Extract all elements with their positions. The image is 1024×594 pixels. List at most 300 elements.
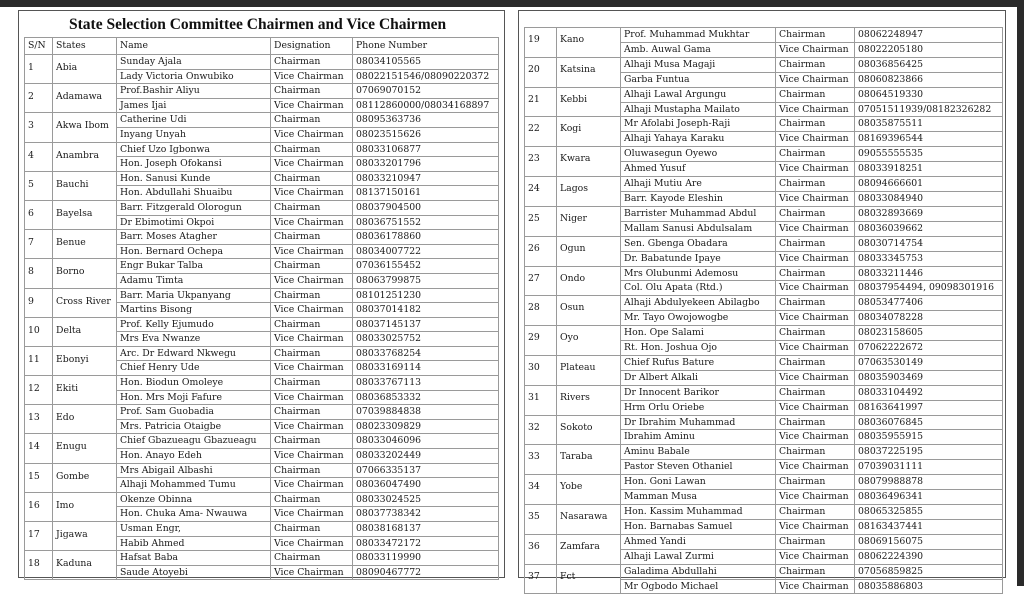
table-row (525, 326, 1003, 341)
cell-designation: Chairman (776, 177, 855, 192)
cell-state: Ondo (557, 266, 621, 296)
cell-phone: 08033025752 (353, 332, 499, 347)
header-states: States (53, 38, 117, 55)
cell-phone: 08036853332 (353, 390, 499, 405)
cell-designation: Chairman (776, 117, 855, 132)
cell-state: Ogun (557, 236, 621, 266)
cell-name: Alhaji Musa Magaji (621, 57, 776, 72)
cell-designation: Vice Chairman (271, 127, 353, 142)
cell-phone: 08035903469 (855, 370, 1003, 385)
table-row (25, 113, 499, 128)
cell-name: Alhaji Lawal Zurmi (621, 549, 776, 564)
cell-phone: 08033345753 (855, 251, 1003, 266)
cell-name: Lady Victoria Onwubiko (117, 69, 271, 84)
cell-state: Imo (53, 492, 117, 521)
cell-designation: Chairman (776, 57, 855, 72)
cell-name: Mrs. Patricia Otaigbe (117, 419, 271, 434)
cell-state: Nasarawa (557, 505, 621, 535)
cell-sn: 35 (525, 505, 557, 535)
cell-designation: Chairman (776, 355, 855, 370)
cell-sn: 23 (525, 147, 557, 177)
cell-state: Kano (557, 28, 621, 58)
cell-sn: 4 (25, 142, 53, 171)
cell-state: Jigawa (53, 522, 117, 551)
cell-name: Ahmed Yandi (621, 534, 776, 549)
cell-designation: Vice Chairman (271, 332, 353, 347)
cell-state: Enugu (53, 434, 117, 463)
table-row (525, 475, 1003, 490)
cell-sn: 26 (525, 236, 557, 266)
cell-phone: 08079988878 (855, 475, 1003, 490)
table-row (525, 385, 1003, 400)
table-row (525, 57, 1003, 72)
cell-designation: Chairman (776, 296, 855, 311)
cell-name: Dr. Babatunde Ipaye (621, 251, 776, 266)
cell-name: Chief Rufus Bature (621, 355, 776, 370)
cell-sn: 9 (25, 288, 53, 317)
right-table (524, 27, 1003, 594)
cell-sn: 34 (525, 475, 557, 505)
cell-designation: Chairman (776, 236, 855, 251)
cell-name: Dr Ebimotimi Okpoi (117, 215, 271, 230)
cell-designation: Chairman (271, 346, 353, 361)
cell-phone: 08169396544 (855, 132, 1003, 147)
cell-name: Sen. Gbenga Obadara (621, 236, 776, 251)
cell-phone: 08033472172 (353, 536, 499, 551)
cell-state: Yobe (557, 475, 621, 505)
cell-name: Hafsat Baba (117, 551, 271, 566)
cell-sn: 28 (525, 296, 557, 326)
cell-sn: 7 (25, 230, 53, 259)
cell-name: Dr Albert Alkali (621, 370, 776, 385)
cell-phone: 08036047490 (353, 478, 499, 493)
cell-designation: Chairman (776, 385, 855, 400)
left-panel (18, 10, 505, 578)
cell-phone: 07062222672 (855, 341, 1003, 356)
cell-state: Adamawa (53, 84, 117, 113)
cell-phone: 08036178860 (353, 230, 499, 245)
cell-phone: 08033201796 (353, 157, 499, 172)
table-row (525, 355, 1003, 370)
cell-name: Mr Afolabi Joseph-Raji (621, 117, 776, 132)
cell-name: Sunday Ajala (117, 55, 271, 70)
cell-state: Taraba (557, 445, 621, 475)
cell-state: Edo (53, 405, 117, 434)
cell-name: Galadima Abdullahi (621, 564, 776, 579)
cell-designation: Chairman (776, 534, 855, 549)
cell-phone: 07069070152 (353, 84, 499, 99)
cell-phone: 08062224390 (855, 549, 1003, 564)
cell-name: Dr Innocent Barikor (621, 385, 776, 400)
cell-phone: 08033119990 (353, 551, 499, 566)
cell-state: Kwara (557, 147, 621, 177)
cell-phone: 08033210947 (353, 171, 499, 186)
cell-phone: 08037954494, 09098301916 (855, 281, 1003, 296)
cell-designation: Vice Chairman (271, 565, 353, 580)
cell-phone: 08033202449 (353, 449, 499, 464)
cell-state: Kebbi (557, 87, 621, 117)
cell-name: Mr. Tayo Owojowogbe (621, 311, 776, 326)
cell-name: Catherine Udi (117, 113, 271, 128)
cell-name: Mr Ogbodo Michael (621, 579, 776, 594)
cell-sn: 32 (525, 415, 557, 445)
cell-phone: 08034078228 (855, 311, 1003, 326)
cell-phone: 08163641997 (855, 400, 1003, 415)
cell-phone: 08035955915 (855, 430, 1003, 445)
cell-designation: Chairman (776, 28, 855, 43)
cell-designation: Vice Chairman (271, 157, 353, 172)
cell-sn: 16 (25, 492, 53, 521)
cell-phone: 08033106877 (353, 142, 499, 157)
table-row (525, 505, 1003, 520)
cell-name: Martins Bisong (117, 303, 271, 318)
cell-name: Hon. Joseph Ofokansi (117, 157, 271, 172)
cell-phone: 07039884838 (353, 405, 499, 420)
cell-name: Hon. Kassim Muhammad (621, 505, 776, 520)
cell-phone: 08037225195 (855, 445, 1003, 460)
cell-sn: 36 (525, 534, 557, 564)
cell-designation: Vice Chairman (776, 191, 855, 206)
cell-phone: 08037014182 (353, 303, 499, 318)
cell-designation: Vice Chairman (271, 98, 353, 113)
cell-sn: 18 (25, 551, 53, 580)
cell-sn: 6 (25, 200, 53, 229)
cell-phone: 07056859825 (855, 564, 1003, 579)
cell-name: Prof. Sam Guobadia (117, 405, 271, 420)
cell-designation: Vice Chairman (776, 251, 855, 266)
cell-designation: Chairman (271, 376, 353, 391)
cell-designation: Vice Chairman (776, 341, 855, 356)
cell-state: Bauchi (53, 171, 117, 200)
cell-designation: Chairman (271, 259, 353, 274)
cell-state: Kaduna (53, 551, 117, 580)
cell-designation: Vice Chairman (776, 430, 855, 445)
cell-name: James Ijai (117, 98, 271, 113)
cell-name: Mallam Sanusi Abdulsalam (621, 221, 776, 236)
cell-sn: 10 (25, 317, 53, 346)
cell-designation: Chairman (271, 522, 353, 537)
right-border (1017, 0, 1024, 586)
cell-designation: Chairman (271, 230, 353, 245)
left-table (24, 37, 499, 580)
table-row (25, 288, 499, 303)
cell-designation: Vice Chairman (271, 536, 353, 551)
cell-phone: 08035875511 (855, 117, 1003, 132)
table-row (525, 266, 1003, 281)
table-row (25, 376, 499, 391)
header-name: Name (117, 38, 271, 55)
table-row (25, 230, 499, 245)
cell-name: Adamu Timta (117, 273, 271, 288)
cell-name: Mamman Musa (621, 490, 776, 505)
cell-designation: Vice Chairman (271, 361, 353, 376)
cell-phone: 07036155452 (353, 259, 499, 274)
cell-phone: 08034105565 (353, 55, 499, 70)
cell-sn: 22 (525, 117, 557, 147)
cell-sn: 17 (25, 522, 53, 551)
cell-phone: 07063530149 (855, 355, 1003, 370)
cell-phone: 07066335137 (353, 463, 499, 478)
cell-designation: Vice Chairman (776, 221, 855, 236)
cell-designation: Chairman (776, 326, 855, 341)
table-row (25, 171, 499, 186)
table-row (25, 84, 499, 99)
cell-sn: 11 (25, 346, 53, 375)
cell-name: Barrister Muhammad Abdul (621, 206, 776, 221)
cell-phone: 07051511939/08182326282 (855, 102, 1003, 117)
cell-name: Hon. Chuka Ama- Nwauwa (117, 507, 271, 522)
cell-name: Alhaji Mohammed Tumu (117, 478, 271, 493)
cell-phone: 08037145137 (353, 317, 499, 332)
header-sn: S/N (25, 38, 53, 55)
cell-designation: Chairman (776, 475, 855, 490)
table-row (25, 200, 499, 215)
cell-name: Oluwasegun Oyewo (621, 147, 776, 162)
cell-designation: Vice Chairman (271, 215, 353, 230)
cell-sn: 2 (25, 84, 53, 113)
cell-name: Hon. Goni Lawan (621, 475, 776, 490)
cell-state: Lagos (557, 177, 621, 207)
cell-phone: 08033768254 (353, 346, 499, 361)
cell-designation: Vice Chairman (776, 281, 855, 296)
cell-state: Osun (557, 296, 621, 326)
table-row (525, 177, 1003, 192)
cell-designation: Chairman (271, 142, 353, 157)
cell-phone: 08036076845 (855, 415, 1003, 430)
cell-designation: Vice Chairman (776, 460, 855, 475)
cell-name: Usman Engr, (117, 522, 271, 537)
cell-sn: 14 (25, 434, 53, 463)
cell-phone: 08035886803 (855, 579, 1003, 594)
cell-designation: Chairman (271, 405, 353, 420)
cell-phone: 08094666601 (855, 177, 1003, 192)
cell-sn: 24 (525, 177, 557, 207)
cell-designation: Vice Chairman (271, 449, 353, 464)
cell-designation: Chairman (776, 147, 855, 162)
cell-sn: 15 (25, 463, 53, 492)
cell-name: Chief Henry Ude (117, 361, 271, 376)
cell-sn: 29 (525, 326, 557, 356)
table-row (525, 236, 1003, 251)
cell-sn: 30 (525, 355, 557, 385)
cell-name: Arc. Dr Edward Nkwegu (117, 346, 271, 361)
table-row (25, 463, 499, 478)
cell-name: Ahmed Yusuf (621, 162, 776, 177)
cell-phone: 08036856425 (855, 57, 1003, 72)
cell-name: Dr Ibrahim Muhammad (621, 415, 776, 430)
cell-sn: 5 (25, 171, 53, 200)
table-row (525, 445, 1003, 460)
right-table-body (525, 28, 1003, 594)
cell-sn: 27 (525, 266, 557, 296)
cell-phone: 08023158605 (855, 326, 1003, 341)
cell-designation: Chairman (271, 171, 353, 186)
cell-name: Alhaji Abdulyekeen Abilagbo (621, 296, 776, 311)
cell-designation: Chairman (776, 415, 855, 430)
cell-designation: Chairman (271, 463, 353, 478)
table-row (25, 346, 499, 361)
cell-name: Barr. Moses Atagher (117, 230, 271, 245)
cell-sn: 33 (525, 445, 557, 475)
cell-sn: 13 (25, 405, 53, 434)
cell-state: Bayelsa (53, 200, 117, 229)
cell-designation: Vice Chairman (776, 132, 855, 147)
cell-name: Chief Uzo Igbonwa (117, 142, 271, 157)
cell-designation: Vice Chairman (271, 507, 353, 522)
cell-designation: Vice Chairman (776, 400, 855, 415)
cell-phone: 08037904500 (353, 200, 499, 215)
cell-phone: 08090467772 (353, 565, 499, 580)
cell-name: Prof. Kelly Ejumudo (117, 317, 271, 332)
cell-name: Prof. Muhammad Mukhtar (621, 28, 776, 43)
cell-sn: 12 (25, 376, 53, 405)
cell-phone: 08060823866 (855, 72, 1003, 87)
table-row (525, 117, 1003, 132)
cell-phone: 08036496341 (855, 490, 1003, 505)
cell-name: Hon. Anayo Edeh (117, 449, 271, 464)
cell-designation: Vice Chairman (776, 549, 855, 564)
table-row (25, 434, 499, 449)
cell-phone: 08033918251 (855, 162, 1003, 177)
cell-designation: Chairman (776, 564, 855, 579)
cell-phone: 08101251230 (353, 288, 499, 303)
cell-phone: 09055555535 (855, 147, 1003, 162)
cell-designation: Vice Chairman (776, 490, 855, 505)
cell-designation: Vice Chairman (271, 478, 353, 493)
cell-phone: 08033211446 (855, 266, 1003, 281)
cell-phone: 07039031111 (855, 460, 1003, 475)
cell-state: Zamfara (557, 534, 621, 564)
cell-phone: 08033767113 (353, 376, 499, 391)
table-row (525, 534, 1003, 549)
cell-name: Alhaji Lawal Argungu (621, 87, 776, 102)
cell-name: Ibrahim Aminu (621, 430, 776, 445)
cell-designation: Vice Chairman (271, 273, 353, 288)
header-designation: Designation (271, 38, 353, 55)
table-row (25, 405, 499, 420)
cell-phone: 08062248947 (855, 28, 1003, 43)
cell-name: Pastor Steven Othaniel (621, 460, 776, 475)
cell-phone: 08038168137 (353, 522, 499, 537)
cell-name: Hon. Ope Salami (621, 326, 776, 341)
page-title: State Selection Committee Chairmen and Vice Chairmen (69, 16, 447, 33)
cell-name: Hon. Sanusi Kunde (117, 171, 271, 186)
cell-designation: Vice Chairman (776, 72, 855, 87)
cell-phone: 08069156075 (855, 534, 1003, 549)
table-row (525, 564, 1003, 579)
cell-phone: 08032893669 (855, 206, 1003, 221)
cell-name: Hon. Biodun Omoleye (117, 376, 271, 391)
table-row (25, 55, 499, 70)
cell-name: Garba Funtua (621, 72, 776, 87)
cell-phone: 08030714754 (855, 236, 1003, 251)
cell-name: Hon. Abdullahi Shuaibu (117, 186, 271, 201)
cell-state: Niger (557, 206, 621, 236)
cell-designation: Vice Chairman (271, 186, 353, 201)
cell-phone: 08033169114 (353, 361, 499, 376)
cell-name: Alhaji Mustapha Mailato (621, 102, 776, 117)
cell-state: Benue (53, 230, 117, 259)
cell-sn: 37 (525, 564, 557, 594)
cell-designation: Chairman (776, 445, 855, 460)
cell-state: Gombe (53, 463, 117, 492)
cell-name: Rt. Hon. Joshua Ojo (621, 341, 776, 356)
cell-phone: 08034007722 (353, 244, 499, 259)
cell-name: Barr. Kayode Eleshin (621, 191, 776, 206)
cell-designation: Chairman (776, 505, 855, 520)
cell-name: Mrs Abigail Albashi (117, 463, 271, 478)
cell-name: Mrs Olubunmi Ademosu (621, 266, 776, 281)
table-row (25, 522, 499, 537)
cell-phone: 08036039662 (855, 221, 1003, 236)
cell-sn: 25 (525, 206, 557, 236)
cell-designation: Vice Chairman (776, 102, 855, 117)
table-row (525, 296, 1003, 311)
cell-designation: Chairman (271, 55, 353, 70)
cell-phone: 08095363736 (353, 113, 499, 128)
cell-state: Plateau (557, 355, 621, 385)
cell-designation: Chairman (271, 551, 353, 566)
cell-phone: 08033104492 (855, 385, 1003, 400)
cell-designation: Chairman (271, 434, 353, 449)
cell-state: Anambra (53, 142, 117, 171)
table-row (25, 492, 499, 507)
cell-phone: 08033024525 (353, 492, 499, 507)
cell-name: Engr Bukar Talba (117, 259, 271, 274)
cell-phone: 08033046096 (353, 434, 499, 449)
cell-state: Sokoto (557, 415, 621, 445)
cell-phone: 08023309829 (353, 419, 499, 434)
cell-phone: 08112860000/08034168897 (353, 98, 499, 113)
cell-designation: Vice Chairman (776, 370, 855, 385)
cell-name: Hrm Orlu Oriebe (621, 400, 776, 415)
left-table-body (25, 55, 499, 580)
cell-sn: 1 (25, 55, 53, 84)
cell-state: Ebonyi (53, 346, 117, 375)
cell-phone: 08063799875 (353, 273, 499, 288)
cell-state: Akwa Ibom (53, 113, 117, 142)
cell-state: Delta (53, 317, 117, 346)
cell-state: Abia (53, 55, 117, 84)
cell-designation: Chairman (776, 206, 855, 221)
cell-phone: 08036751552 (353, 215, 499, 230)
cell-phone: 08065325855 (855, 505, 1003, 520)
cell-phone: 08037738342 (353, 507, 499, 522)
cell-name: Aminu Babale (621, 445, 776, 460)
cell-phone: 08022205180 (855, 42, 1003, 57)
cell-name: Hon. Barnabas Samuel (621, 519, 776, 534)
cell-phone: 08033084940 (855, 191, 1003, 206)
cell-designation: Vice Chairman (776, 42, 855, 57)
cell-designation: Vice Chairman (776, 311, 855, 326)
cell-state: Kogi (557, 117, 621, 147)
cell-state: Rivers (557, 385, 621, 415)
cell-name: Mrs Eva Nwanze (117, 332, 271, 347)
cell-state: Fct (557, 564, 621, 594)
table-row (25, 317, 499, 332)
cell-designation: Chairman (271, 317, 353, 332)
cell-name: Okenze Obinna (117, 492, 271, 507)
cell-state: Katsina (557, 57, 621, 87)
cell-phone: 08163437441 (855, 519, 1003, 534)
cell-designation: Chairman (776, 266, 855, 281)
cell-name: Hon. Bernard Ochepa (117, 244, 271, 259)
table-row (525, 415, 1003, 430)
top-border (0, 0, 1024, 7)
table-row (525, 206, 1003, 221)
cell-phone: 08053477406 (855, 296, 1003, 311)
cell-sn: 21 (525, 87, 557, 117)
